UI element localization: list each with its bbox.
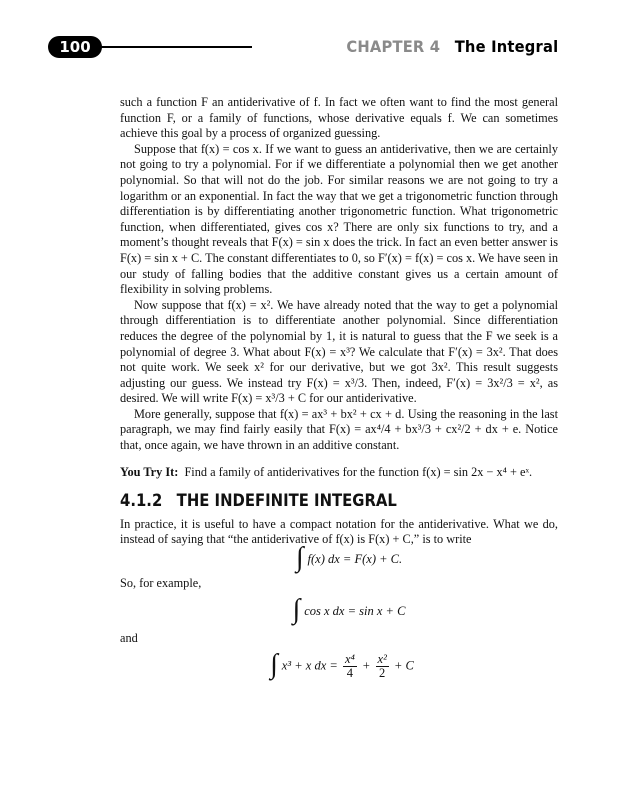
section-number: 4.1.2 [120,491,163,511]
paragraph-so-for-example: So, for example, [120,575,202,590]
equation-left: x³ + x dx = [281,658,338,673]
fraction-denominator: 2 [379,666,386,681]
running-head [346,37,558,56]
header-rule [100,46,252,48]
fraction-numerator: x⁴ [344,652,355,667]
paragraph-cosine-example: Suppose that f(x) = cos x. If we want to guess an antiderivative, then we are certainly not going to try a polynomial. For if we differentiate a polynomial then we get another polynomial. So that will not do the job. For similar reasons we are not going to try a logarithm or an exponential. In fact the way that we get a trigonometric function through differentiation is by differentiating another trigonometric function. What trigonometric function, when differentiated, gives cos x? There are only six functions to try, and a moment’s thought reveals that F(x) = sin x does the trick. In fact an even better answer is F(x) = sin x + C. The constant differentiates to 0, so F′(x) = f(x) = cos x. We have seen in our study of falling bodies that the additive constant gives us a certain amount of flexibility in solving problems. [120,141,558,297]
fraction-x2-over-2 [376,653,389,680]
paragraph-square-example: Now suppose that f(x) = x². We have already noted that the way to get a polynomial through differentiation is to differentiate another polynomial. Since differentiation reduces the degree of the polynomial by 1, it is natural to guess that the F we seek is a polynomial of degree 3. What about F(x) = x³? We calculate that F′(x) = 3x². That does not quite work. We seek x² for our derivative, but we got 3x². This result suggests adjusting our guess. We instead try F(x) = x³/3. Then, indeed, F′(x) = 3x²/3 = x², as desired. We will write F(x) = x³/3 + C for our antiderivative. [120,297,558,406]
section-title: THE INDEFINITE INTEGRAL [176,491,397,511]
chapter-label: CHAPTER 4 [346,37,440,56]
chapter-title: The Integral [454,37,558,56]
fraction-numerator: x² [377,652,387,667]
equation-text: cos x dx = sin x + C [304,603,406,618]
paragraph-general-polynomial: More generally, suppose that f(x) = ax³ + bx² + cx + d. Using the reasoning in the last paragraph, we may find fairly easily that F(x) = ax⁴/4 + bx³/3 + cx²/2 + dx + e. Notice that, once again, we have thrown in an additive constant. [120,406,558,453]
you-try-it [120,465,558,481]
paragraph-and: and [120,631,138,646]
plus-sign: + [361,658,371,673]
fraction-denominator: 4 [346,666,354,681]
integral-sign: ∫ [292,593,301,625]
fraction-x4-over-4 [343,653,357,680]
paragraph-notation: In practice, it is useful to have a compact notation for the antiderivative. What we do, instead of saying that “the antiderivative of f(x) is F(x) + C,” is to write [120,516,558,547]
paragraph-antiderivative-intro: such a function F an antiderivative of f. In fact we often want to find the most general function F, or a family of functions, whose derivative equals f. We can sometimes achieve this goal by a process of organized guessing. [120,95,558,141]
integral-sign: ∫ [270,648,278,680]
equation-text: f(x) dx = F(x) + C. [307,552,403,567]
you-try-it-text: Find a family of antiderivatives for the function f(x) = sin 2x − x⁴ + eˣ. [184,464,533,479]
body-text [120,95,558,680]
page-number: 100 [48,36,102,58]
equation-polynomial-integral [120,648,558,681]
integral-sign: ∫ [295,542,304,574]
section-heading [120,493,514,509]
equation-tail: + C [393,658,414,673]
equation-indefinite-integral [120,542,558,574]
you-try-it-label: You Try It: [120,464,179,479]
equation-cosine-integral [120,593,558,625]
